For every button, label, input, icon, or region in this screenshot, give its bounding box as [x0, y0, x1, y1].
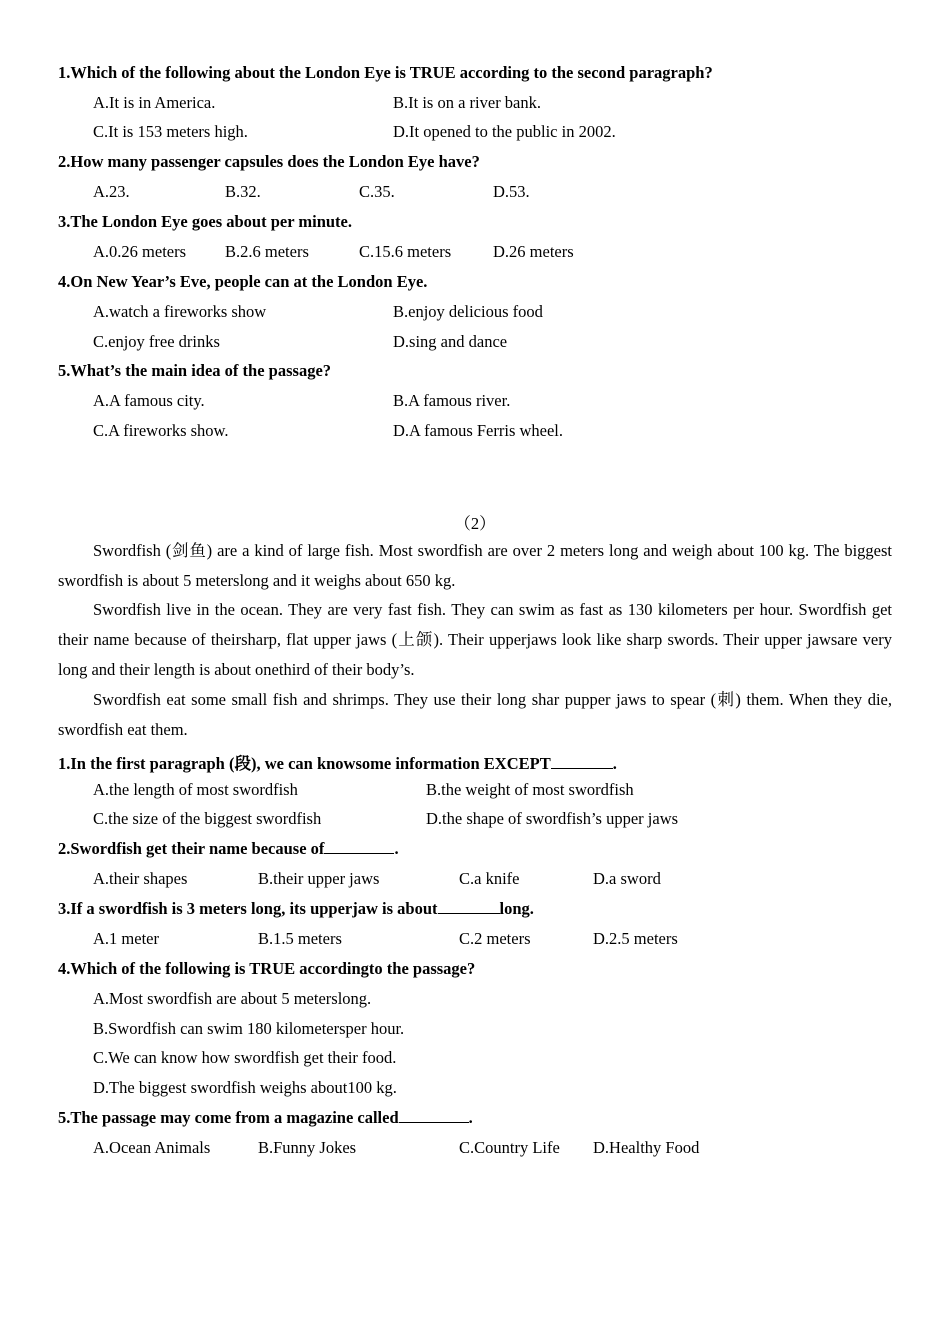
s2-option-3b: B.1.5 meters: [258, 929, 342, 948]
option-2b: B.32.: [225, 182, 261, 201]
question-3-stem: 3.The London Eye goes about per minute.: [58, 212, 352, 231]
s2-question-3-end: long.: [499, 899, 534, 918]
s2-question-2-stem: [58, 839, 399, 859]
s2-option-2d: D.a sword: [593, 869, 661, 888]
s2-question-1-end: .: [612, 754, 617, 773]
s2-option-1a: A.the length of most swordfish: [93, 780, 298, 799]
s2-question-1-stem: [58, 750, 617, 774]
passage-paragraph-2: Swordfish live in the ocean. They are very fast fish. They can swim as fast as 130 kilometers per hour. Swordfish get their name because of theirsharp, flat upper jaws (上颌). Their upperjaws look like sharp swords. Their upper jawsare very long and their length is about onethird of their body’s.: [58, 600, 892, 679]
s2-option-2a: A.their shapes: [93, 869, 188, 888]
s2-option-4c: C.We can know how swordfish get their food.: [93, 1048, 397, 1067]
s2-option-1b: B.the weight of most swordfish: [426, 780, 634, 799]
s2-question-3-text: 3.If a swordfish is 3 meters long, its upperjaw is about: [58, 899, 438, 918]
s2-option-5a: A.Ocean Animals: [93, 1138, 211, 1157]
option-2d: D.53.: [493, 182, 530, 201]
question-1-stem: 1.Which of the following about the London Eye is TRUE according to the second paragraph?: [58, 63, 713, 82]
s2-option-2b: B.their upper jaws: [258, 869, 380, 888]
option-2a: A.23.: [93, 182, 130, 201]
s2-option-3a: A.1 meter: [93, 929, 159, 948]
section-heading: （2）: [454, 514, 496, 533]
option-5c: C.A fireworks show.: [93, 421, 229, 440]
question-4-stem: 4.On New Year’s Eve, people can at the London Eye.: [58, 272, 428, 291]
s2-option-4d: D.The biggest swordfish weighs about100 kg.: [93, 1078, 397, 1097]
answer-blank: [324, 839, 394, 854]
s2-option-4b: B.Swordfish can swim 180 kilometersper hour.: [93, 1019, 405, 1038]
answer-blank: [438, 899, 500, 914]
option-1c: C.It is 153 meters high.: [93, 122, 248, 141]
option-3d: D.26 meters: [493, 242, 574, 261]
s2-option-3d: D.2.5 meters: [593, 929, 678, 948]
s2-question-2-text: 2.Swordfish get their name because of: [58, 839, 325, 858]
answer-blank: [399, 1108, 469, 1123]
s2-option-5b: B.Funny Jokes: [258, 1138, 357, 1157]
s2-option-5c: C.Country Life: [459, 1138, 560, 1157]
answer-blank: [551, 754, 613, 769]
s2-question-4-text: 4.Which of the following is TRUE accordingto the passage?: [58, 959, 476, 978]
option-5d: D.A famous Ferris wheel.: [393, 421, 564, 440]
s2-question-5-text: 5.The passage may come from a magazine called: [58, 1108, 399, 1127]
option-3a: A.0.26 meters: [93, 242, 187, 261]
option-2c: C.35.: [359, 182, 395, 201]
option-3c: C.15.6 meters: [359, 242, 452, 261]
s2-option-5d: D.Healthy Food: [593, 1138, 700, 1157]
s2-question-4-stem: [58, 959, 475, 979]
option-3b: B.2.6 meters: [225, 242, 309, 261]
s2-question-5-stem: [58, 1108, 473, 1128]
s2-option-2c: C.a knife: [459, 869, 520, 888]
s2-question-3-stem: [58, 899, 534, 919]
s2-question-1-text: 1.In the first paragraph (段), we can knowsome information EXCEPT: [58, 754, 551, 773]
passage-paragraph-1: Swordfish (剑鱼) are a kind of large fish. Most swordfish are over 2 meters long and weigh about 100 kg. The biggest swordfish is about 5 meterslong and it weighs about 650 kg.: [58, 541, 892, 590]
question-5-stem: 5.What’s the main idea of the passage?: [58, 361, 332, 380]
option-4c: C.enjoy free drinks: [93, 332, 220, 351]
s2-option-1d: D.the shape of swordfish’s upper jaws: [426, 809, 679, 828]
option-5b: B.A famous river.: [393, 391, 511, 410]
option-5a: A.A famous city.: [93, 391, 205, 410]
s2-question-2-end: .: [394, 839, 399, 858]
s2-option-1c: C.the size of the biggest swordfish: [93, 809, 322, 828]
question-2-stem: 2.How many passenger capsules does the London Eye have?: [58, 152, 480, 171]
passage-paragraph-3: Swordfish eat some small fish and shrimps. They use their long shar pupper jaws to spear (刺) them. When they die, swordfish eat them.: [58, 690, 892, 739]
option-1d: D.It opened to the public in 2002.: [393, 122, 616, 141]
option-4a: A.watch a fireworks show: [93, 302, 267, 321]
s2-option-4a: A.Most swordfish are about 5 meterslong.: [93, 989, 372, 1008]
option-4d: D.sing and dance: [393, 332, 508, 351]
option-1b: B.It is on a river bank.: [393, 93, 542, 112]
s2-question-5-end: .: [468, 1108, 473, 1127]
option-1a: A.It is in America.: [93, 93, 216, 112]
s2-option-3c: C.2 meters: [459, 929, 531, 948]
option-4b: B.enjoy delicious food: [393, 302, 543, 321]
